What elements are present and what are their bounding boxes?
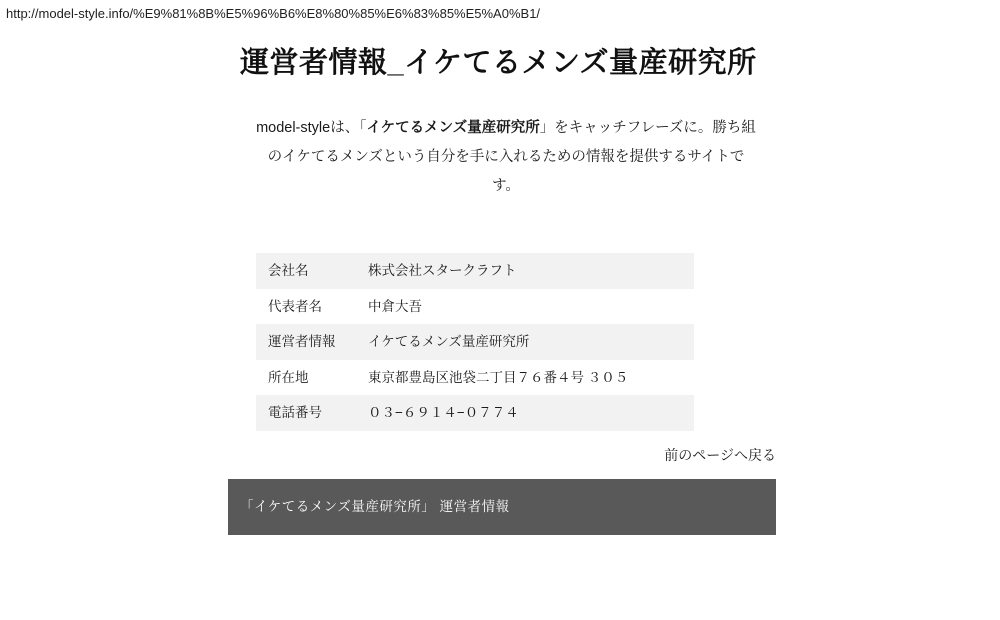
- footer-text: 「イケてるメンズ量産研究所」 運営者情報: [240, 498, 510, 514]
- page-body: [0, 43, 1000, 535]
- back-link-row: [228, 445, 776, 465]
- back-to-previous-page-link[interactable]: 前のページへ戻る: [664, 446, 776, 463]
- description-catchphrase: イケてるメンズ量産研究所: [366, 120, 540, 137]
- table-row: [256, 324, 694, 360]
- row-value: ０３−６９１４−０７７４: [360, 395, 694, 431]
- row-label: 代表者名: [256, 289, 360, 325]
- browser-url-bar[interactable]: [0, 0, 1000, 25]
- footer-bar: [228, 479, 776, 535]
- row-label: 運営者情報: [256, 324, 360, 360]
- company-info-table: [256, 253, 694, 431]
- row-value: 東京都豊島区池袋二丁目７６番４号 ３０５: [360, 360, 694, 396]
- row-value: イケてるメンズ量産研究所: [360, 324, 694, 360]
- description-part-1: model-styleは、「: [256, 120, 367, 137]
- row-label: 電話番号: [256, 395, 360, 431]
- page-content: [228, 43, 776, 535]
- table-row: [256, 289, 694, 325]
- table-row: [256, 360, 694, 396]
- row-value: 株式会社スタークラフト: [360, 253, 694, 289]
- table-row: [256, 253, 694, 289]
- site-description: [256, 114, 756, 201]
- url-text: http://model-style.info/%E9%81%8B%E5%96%B6%E8%80%85%E6%83%85%E5%A0%B1/: [6, 6, 541, 21]
- row-value: 中倉大吾: [360, 289, 694, 325]
- row-label: 会社名: [256, 253, 360, 289]
- table-row: [256, 395, 694, 431]
- page-title: 運営者情報_イケてるメンズ量産研究所: [240, 47, 757, 79]
- description-part-2: 」をキャッチフレーズに。勝ち組のイケてるメンズという自分を手に入れるための情報を提供するサイトです。: [267, 120, 756, 195]
- row-label: 所在地: [256, 360, 360, 396]
